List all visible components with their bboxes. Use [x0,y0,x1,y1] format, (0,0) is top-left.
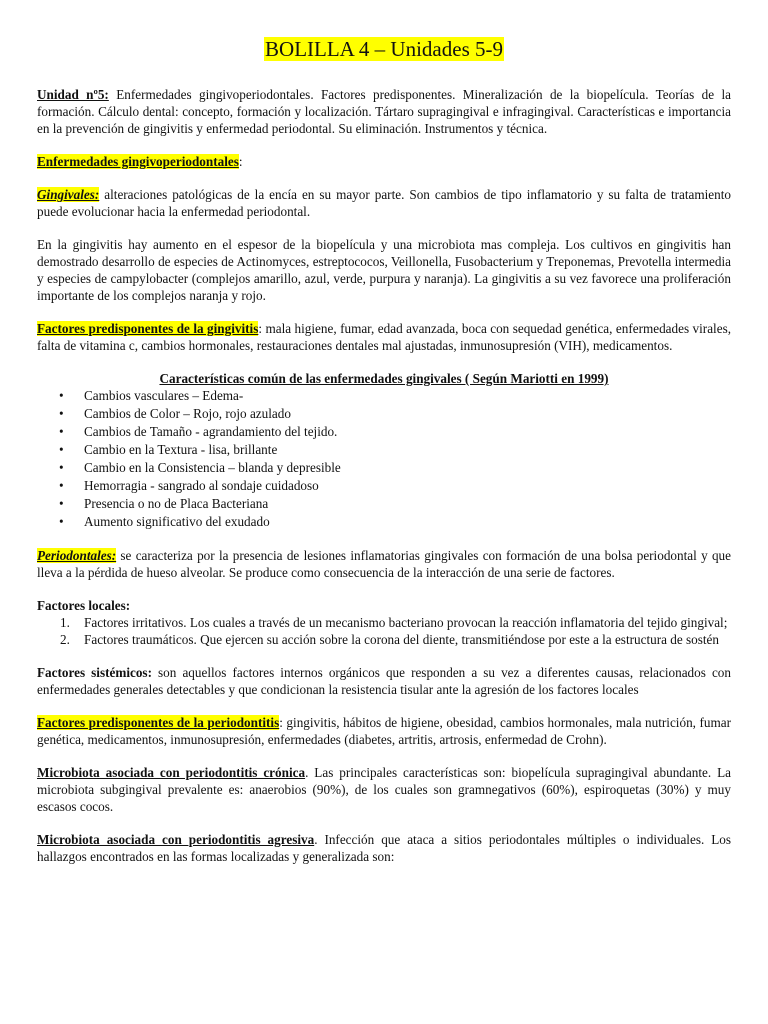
caracteristicas-heading: Características común de las enfermedades gingivales ( Según Mariotti en 1999) [159,371,609,386]
periodontales-text: se caracteriza por la presencia de lesiones inflamatorias gingivales con formación de una bolsa periodontal y que lleva a la pérdida de hueso alveolar. Se produce como consecuencia de la interacción de una serie de factores. [37,548,731,580]
gingivales-text: alteraciones patológicas de la encía en su mayor parte. Son cambios de tipo inflamatorio y su falta de tratamiento puede evolucionar hacia la enfermedad periodontal. [37,187,731,219]
list-item-text: Factores traumáticos. Que ejercen su acción sobre la corona del diente, transmitiéndose por este a la estructura de sostén [84,632,719,647]
list-item: • Cambios de Color – Rojo, rojo azulado [37,405,731,423]
list-item: • Hemorragia - sangrado al sondaje cuidadoso [37,477,731,495]
list-item [37,631,731,648]
microbiota-agresiva-paragraph [37,831,731,865]
microbiota-cronica-label: Microbiota asociada con periodontitis crónica [37,765,306,780]
factores-sistemicos-paragraph [37,664,731,698]
list-number: 2. [60,632,70,647]
factores-periodontitis-label: Factores predisponentes de la periodontitis [37,715,280,730]
factores-locales-heading: Factores locales: [37,598,131,613]
factores-periodontitis-text: : gingivitis, hábitos de higiene, obesidad, cambios hormonales, mala nutrición, fumar genética, medicamentos, inmunosupresión, enfermedades (diabetes, artritis, artrosis, enfermedad de Crohn). [37,715,731,747]
enfermedades-heading [37,153,731,170]
factores-gingivitis-label: Factores predisponentes de la gingivitis [37,321,259,336]
list-item-text: Factores irritativos. Los cuales a través de un mecanismo bacteriano provocan la reacción inflamatoria del tejido gingival; [84,615,728,630]
factores-sistemicos-label: Factores sistémicos: [37,665,152,680]
document-page [37,36,731,881]
caracteristicas-list [37,387,731,531]
microbiota-agresiva-text: . Infección que ataca a sitios periodontales múltiples o individuales. Los hallazgos encontrados en las formas localizadas y generalizada son: [37,832,731,864]
microbiota-cronica-text: . Las principales características son: biopelícula supragingival abundante. La microbiota subgingival prevalente es: anaerobios (90%), de los cuales son gramnegativos (60%), espiroquetas (30%) y muy escasos cocos. [37,765,731,814]
list-item: • Presencia o no de Placa Bacteriana [37,495,731,513]
list-item: • Aumento significativo del exudado [37,513,731,531]
unidad-5-text: Enfermedades gingivoperiodontales. Factores predisponentes. Mineralización de la biopelícula. Teorías de la formación. Cálculo dental: concepto, formación y localización. Tártaro supragingival e infragingival. Características e importancia en la prevención de gingivitis y enfermedad periodontal. Su eliminación. Instrumentos y técnica. [37,87,731,136]
enfermedades-heading-label: Enfermedades gingivoperiodontales [37,154,239,169]
microbiota-cronica-paragraph [37,764,731,815]
list-item: • Cambios vasculares – Edema- [37,387,731,405]
microbiota-agresiva-label: Microbiota asociada con periodontitis agresiva [37,832,315,847]
factores-locales-list [37,614,731,648]
unidad-5-paragraph [37,86,731,137]
factores-gingivitis-text: : mala higiene, fumar, edad avanzada, boca con sequedad genética, enfermedades virales, falta de vitamina c, cambios hormonales, restauraciones dentales mal ajustadas, inmunosupresión (VIH), medicamentos. [37,321,732,353]
periodontales-paragraph [37,547,731,581]
list-item: • Cambios de Tamaño - agrandamiento del tejido. [37,423,731,441]
enfermedades-heading-suffix: : [238,154,243,169]
periodontales-label: Periodontales: [37,548,117,563]
list-item: • Cambio en la Textura - lisa, brillante [37,441,731,459]
unidad-5-label: Unidad nº5: [37,87,109,102]
page-title [37,36,731,62]
gingivales-label: Gingivales: [37,187,100,202]
title-highlight: BOLILLA 4 – Unidades 5-9 [265,37,503,61]
factores-gingivitis-paragraph [37,320,731,354]
list-number: 1. [60,615,70,630]
gingivales-paragraph [37,186,731,220]
list-item [37,614,731,631]
gingivitis-paragraph: En la gingivitis hay aumento en el espesor de la biopelícula y una microbiota mas compleja. Los cultivos en gingivitis han demostrado desarrollo de especies de Actinomyces, estreptococos, Veillonella, Fusobacterium y Treponemas, Prevotella intermedia y especies de campylobacter (complejos amarillo, azul, verde, purpura y naranja). La gingivitis a su vez favorece una proliferación importante de los complejos naranja y rojo. [37,237,731,303]
list-item: • Cambio en la Consistencia – blanda y depresible [37,459,731,477]
factores-sistemicos-text: son aquellos factores internos orgánicos que responden a su vez a diferentes causas, relacionados con enfermedades generales detectables y que condicionan la resistencia tisular ante la agresión de los factores locales [37,665,731,697]
factores-periodontitis-paragraph [37,714,731,748]
